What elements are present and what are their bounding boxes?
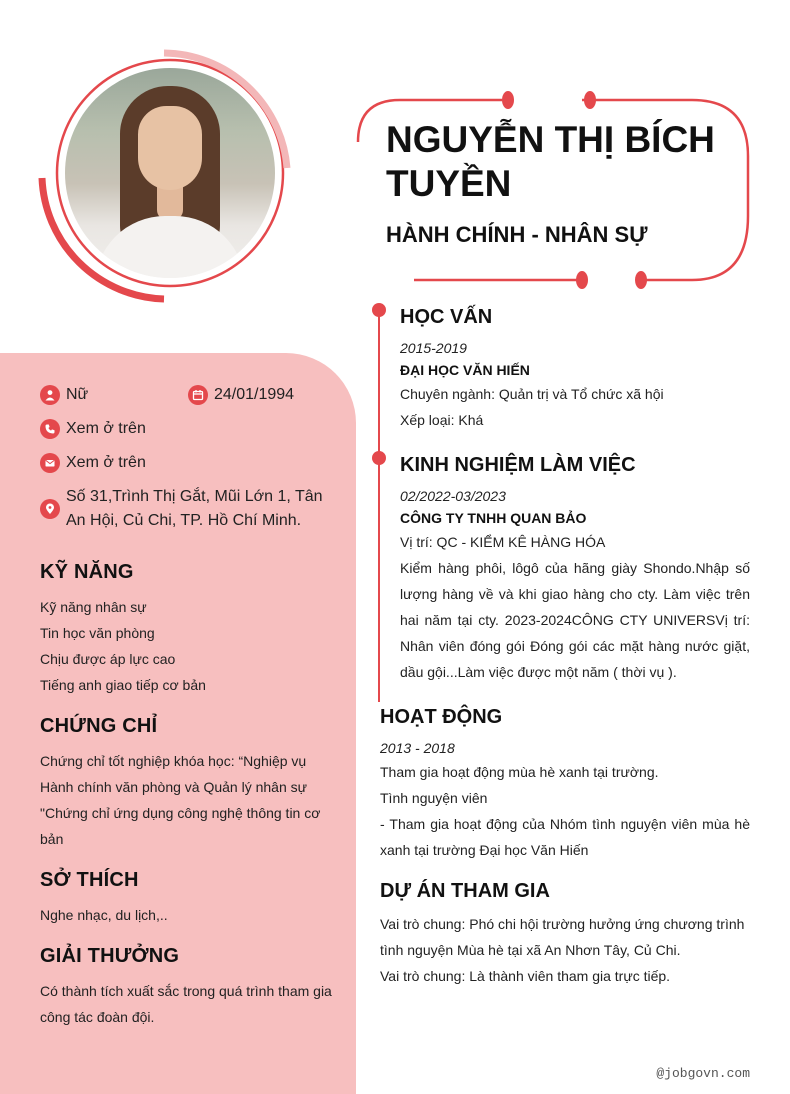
activities-line: Tham gia hoạt động mùa hè xanh tại trường. bbox=[380, 764, 659, 780]
timeline-line bbox=[378, 310, 380, 702]
education-date: 2015-2019 bbox=[400, 340, 467, 356]
contact-address bbox=[40, 485, 340, 533]
certificates-title: CHỨNG CHỈ bbox=[40, 715, 158, 737]
skill-item: Tiếng anh giao tiếp cơ bản bbox=[40, 677, 206, 693]
watermark: @jobgovn.com bbox=[656, 1066, 750, 1081]
contact-birthday bbox=[188, 383, 294, 407]
email-value: Xem ở trên bbox=[66, 454, 146, 471]
address-value: Số 31,Trình Thị Gắt, Mũi Lớn 1, Tân An Hội, Củ Chi, TP. Hồ Chí Minh. bbox=[66, 488, 323, 529]
experience-title: KINH NGHIỆM LÀM VIỆC bbox=[400, 454, 636, 476]
hobbies-section bbox=[40, 869, 340, 928]
education-grade: Xếp loại: Khá bbox=[400, 412, 484, 428]
mail-icon bbox=[40, 453, 60, 473]
experience-company: CÔNG TY TNHH QUAN BẢO bbox=[400, 510, 587, 526]
projects-section bbox=[380, 880, 750, 989]
projects-line: Vai trò chung: Phó chi hội trường hưởng ứng chương trình tình nguyện Mùa hè tại xã An Nhơn Tây, Củ Chi. bbox=[380, 916, 745, 958]
hobbies-title: SỞ THÍCH bbox=[40, 869, 139, 891]
activities-line: Tình nguyện viên bbox=[380, 790, 488, 806]
person-icon bbox=[40, 385, 60, 405]
activities-date: 2013 - 2018 bbox=[380, 740, 455, 756]
calendar-icon bbox=[188, 385, 208, 405]
awards-title: GIẢI THƯỞNG bbox=[40, 945, 180, 967]
activities-title: HOẠT ĐỘNG bbox=[380, 706, 503, 728]
contact-email bbox=[40, 451, 146, 475]
phone-value: Xem ở trên bbox=[66, 420, 146, 437]
education-school: ĐẠI HỌC VĂN HIẾN bbox=[400, 362, 530, 378]
job-title: HÀNH CHÍNH - NHÂN SỰ bbox=[386, 222, 648, 247]
skills-section bbox=[40, 561, 340, 698]
education-section bbox=[400, 306, 750, 433]
experience-position: Vị trí: QC - KIỂM KÊ HÀNG HÓA bbox=[400, 534, 606, 550]
education-major: Chuyên ngành: Quản trị và Tổ chức xã hội bbox=[400, 386, 664, 402]
candidate-name: NGUYỄN THỊ BÍCH TUYỀN bbox=[386, 119, 715, 204]
certificates-text: Chứng chỉ tốt nghiệp khóa học: “Nghiệp vụ Hành chính văn phòng và Quản lý nhân sự "Chứng chỉ ứng dụng công nghệ thông tin cơ bản bbox=[40, 753, 321, 847]
contact-phone bbox=[40, 417, 146, 441]
awards-section bbox=[40, 945, 335, 1030]
skill-item: Tin học văn phòng bbox=[40, 625, 155, 641]
certificates-section bbox=[40, 715, 340, 852]
phone-icon bbox=[40, 419, 60, 439]
timeline-dot bbox=[372, 303, 386, 317]
activities-section bbox=[380, 706, 750, 863]
skill-item: Chịu được áp lực cao bbox=[40, 651, 176, 667]
experience-description: Kiểm hàng phôi, lôgô của hãng giày Shondo.Nhập số lượng hàng về và khi giao hàng cho cty. Làm việc trên hai năm tại cty. 2023-2024CÔNG CTY UNIVERSVị trí: Nhân viên đóng gói Đóng gói các mặt hàng nước giặt, dầu gội...Làm việc được một năm ( thời vụ ). bbox=[400, 560, 750, 680]
experience-date: 02/2022-03/2023 bbox=[400, 488, 506, 504]
birthday-value: 24/01/1994 bbox=[214, 386, 295, 403]
contact-gender bbox=[40, 383, 88, 407]
avatar-frame bbox=[38, 48, 298, 303]
awards-text: Có thành tích xuất sắc trong quá trình tham gia công tác đoàn đội. bbox=[40, 983, 332, 1025]
avatar bbox=[65, 68, 275, 278]
location-pin-icon bbox=[40, 499, 60, 519]
skills-title: KỸ NĂNG bbox=[40, 561, 134, 583]
experience-section bbox=[400, 454, 750, 685]
education-title: HỌC VẤN bbox=[400, 306, 493, 328]
projects-line: Vai trò chung: Là thành viên tham gia trực tiếp. bbox=[380, 968, 671, 984]
timeline-dot bbox=[372, 451, 386, 465]
hobbies-text: Nghe nhạc, du lịch,.. bbox=[40, 907, 168, 923]
gender-value: Nữ bbox=[66, 386, 89, 403]
projects-title: DỰ ÁN THAM GIA bbox=[380, 880, 550, 902]
activities-line: - Tham gia hoạt động của Nhóm tình nguyện viên mùa hè xanh tại trường Đại học Văn Hiến bbox=[380, 816, 750, 858]
skill-item: Kỹ năng nhân sự bbox=[40, 599, 147, 615]
